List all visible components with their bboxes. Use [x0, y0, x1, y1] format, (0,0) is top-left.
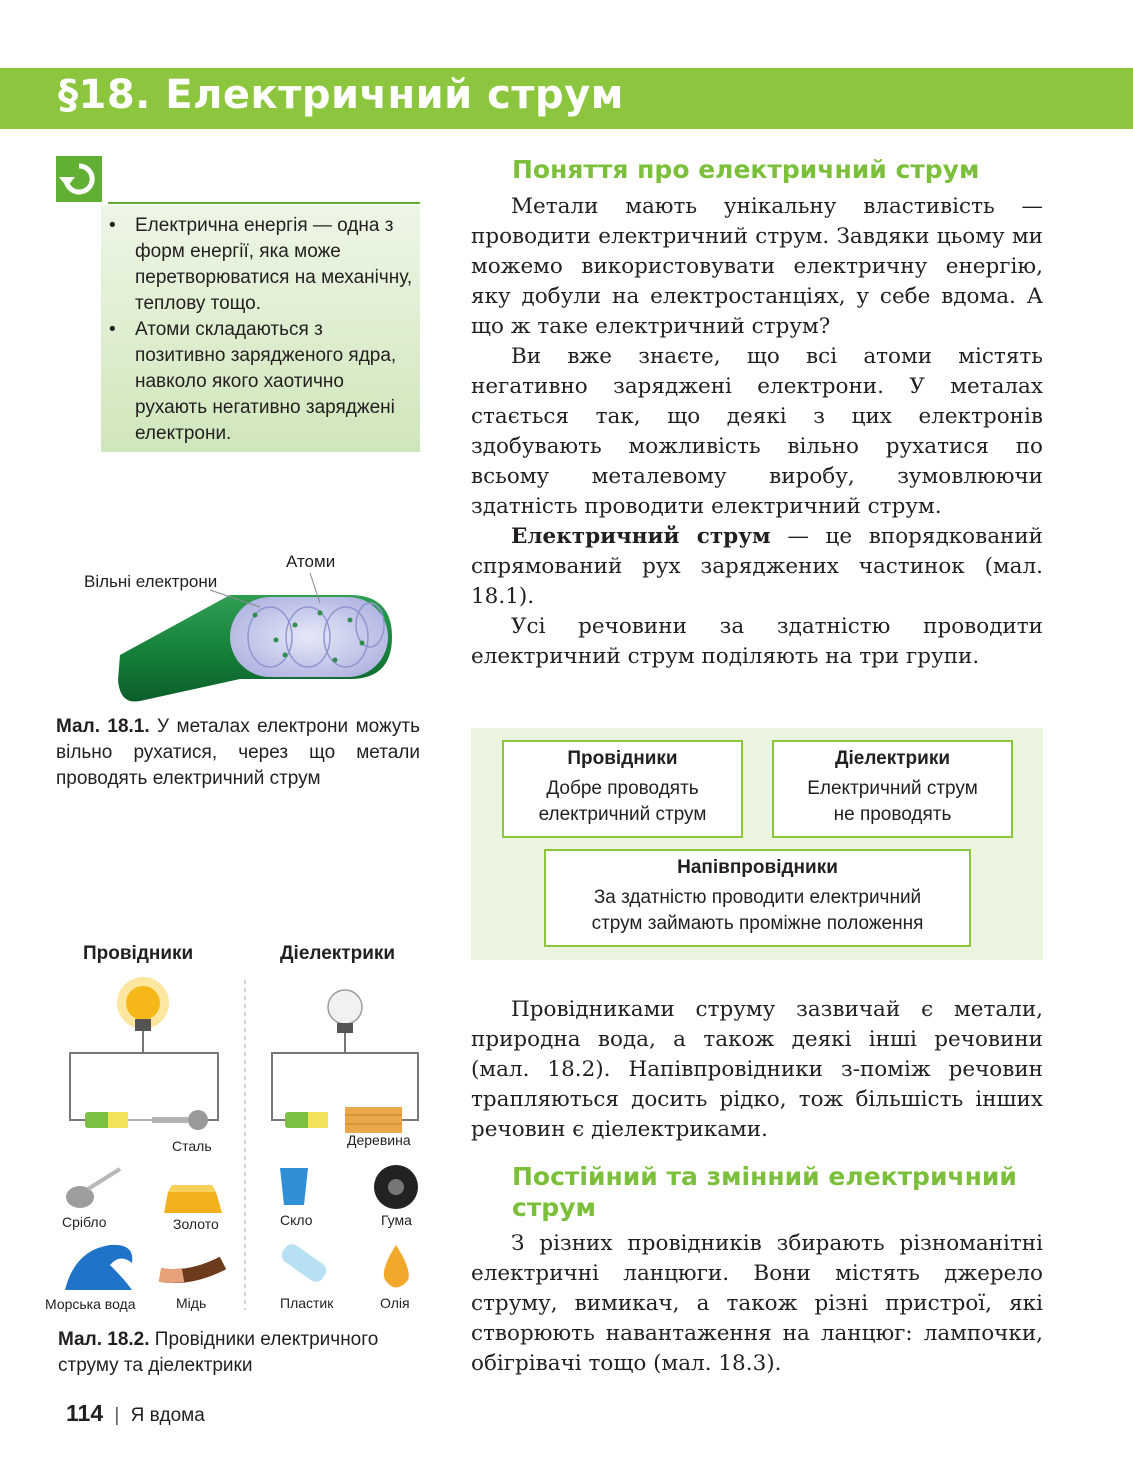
section-1-text: [471, 192, 1043, 672]
gold-bar-icon: [164, 1185, 222, 1213]
oil-drop-icon: [384, 1245, 409, 1288]
copper-pipe-icon: [160, 1263, 223, 1276]
wood-label: Деревина: [347, 1132, 411, 1148]
caption-number: Мал. 18.2.: [58, 1329, 150, 1350]
figure-18-1: [80, 545, 425, 710]
oil-label: Олія: [380, 1295, 410, 1311]
conductors-dielectrics-illustration: [40, 935, 450, 1320]
dielectrics-box-title: Діелектрики: [834, 748, 951, 769]
silver-label: Срібло: [62, 1214, 107, 1230]
conductors-box-text: Добре проводять електричний струм: [538, 778, 707, 825]
figure-18-2-caption: [58, 1327, 430, 1379]
glass-label: Скло: [280, 1212, 313, 1228]
plastic-label: Пластик: [280, 1295, 334, 1311]
book-title: Я вдома: [130, 1405, 205, 1426]
free-electrons-label: Вільні електрони: [84, 572, 218, 591]
caption-number: Мал. 18.1.: [56, 716, 150, 737]
lit-bulb-icon: [117, 977, 169, 1031]
gold-label: Золото: [173, 1216, 219, 1232]
steel-label: Сталь: [172, 1138, 212, 1154]
substance-groups-diagram: [471, 728, 1043, 960]
tire-icon: [374, 1165, 418, 1209]
silver-spoon-icon: [66, 1169, 120, 1208]
semiconductors-box: [544, 849, 971, 947]
caption-text: Провідники електричного струму та діелектрики: [58, 1329, 379, 1376]
paragraph: З різних провідників збирають різноманітні електричні ланцюги. Вони містять джерело струму, вимикач, а також різні пристрої, які створюють навантаження на ланцюг: лампочки, обігрівачі тощо (мал. 18.3).: [471, 1231, 1043, 1376]
paragraph: Провідниками струму зазвичай є метали, природна вода, а також деякі інші речовини (мал. 18.2). Напівпровідники з-поміж речовин трапляються досить рідко, тож більшість інших речовин є діелектриками.: [471, 997, 1043, 1142]
plastic-bottle-icon: [279, 1241, 330, 1285]
caption-text: У металах електрони можуть вільно рухатися, через що метали проводять електричний струм: [56, 716, 421, 789]
conductors-box-title: Провідники: [567, 748, 678, 769]
section-2-text: [471, 1229, 1043, 1379]
recall-item: • Електрична енергія — одна з форм енергії, яка може перетворюватися на механічну, теплову тощо.: [101, 213, 414, 317]
conductors-box: [502, 740, 743, 838]
definition-paragraph: [471, 522, 1043, 612]
recall-divider: [108, 202, 420, 204]
page-footer: [66, 1400, 205, 1427]
semiconductors-box-text: За здатністю проводити електричний струм займають проміжне положення: [591, 887, 924, 934]
footer-separator: |: [114, 1405, 120, 1426]
metal-wire-illustration: [80, 545, 425, 710]
seawater-label: Морська вода: [45, 1296, 136, 1312]
paragraph: Усі речовини за здатністю проводити електричний струм поділяють на три групи.: [471, 614, 1043, 669]
recall-list: [101, 205, 420, 447]
paragraph: Метали мають унікальну властивість — проводити електричний струм. Завдяки цьому ми можемо використовувати електричну енергію, яку добули на електростанціях, у себе вдома. А що ж таке електричний струм?: [471, 194, 1043, 339]
defined-term: Електричний струм: [511, 524, 771, 549]
figure-18-2: [40, 935, 450, 1320]
section-1b-text: [471, 995, 1043, 1145]
page-number: 114: [66, 1400, 104, 1426]
conductors-column-heading: Провідники: [83, 943, 194, 964]
dielectrics-column-heading: Діелектрики: [280, 943, 396, 964]
sea-wave-icon: [65, 1245, 132, 1290]
dielectrics-box-text: Електричний струм не проводять: [807, 778, 978, 825]
unlit-bulb-icon: [328, 990, 362, 1033]
section-heading-concept: Поняття про електричний струм: [512, 155, 980, 184]
glass-cup-icon: [280, 1168, 308, 1205]
recall-box: [101, 205, 420, 452]
recall-item: • Атоми складаються з позитивно зарядженого ядра, навколо якого хаотично рухають негативно заряджені електрони.: [101, 317, 414, 447]
paragraph: Ви вже знаєте, що всі атоми містять негативно заряджені електрони. У металах стається так, що деякі з цих електронів здобувають можливість вільно рухатися по всьому металевому виробу, зумовлюючи здатність проводити електричний струм.: [471, 344, 1043, 519]
copper-label: Мідь: [176, 1295, 207, 1311]
wood-block-icon: [345, 1107, 402, 1133]
steel-key-icon: [152, 1110, 208, 1130]
dielectrics-box: [772, 740, 1013, 838]
rubber-label: Гума: [381, 1212, 412, 1228]
atoms-label: Атоми: [286, 552, 336, 571]
recall-icon: [56, 156, 102, 202]
section-heading-dc-ac: Постійний та змінний електричний струм: [512, 1162, 1017, 1222]
battery-icon: [285, 1112, 328, 1128]
figure-18-1-caption: [56, 714, 420, 792]
semiconductors-box-title: Напівпровідники: [677, 857, 838, 878]
battery-icon: [85, 1112, 128, 1128]
chapter-title: §18. Електричний струм: [58, 72, 624, 118]
definition-text: — це впорядкований спрямований рух заряджених частинок (мал. 18.1).: [471, 524, 1043, 609]
